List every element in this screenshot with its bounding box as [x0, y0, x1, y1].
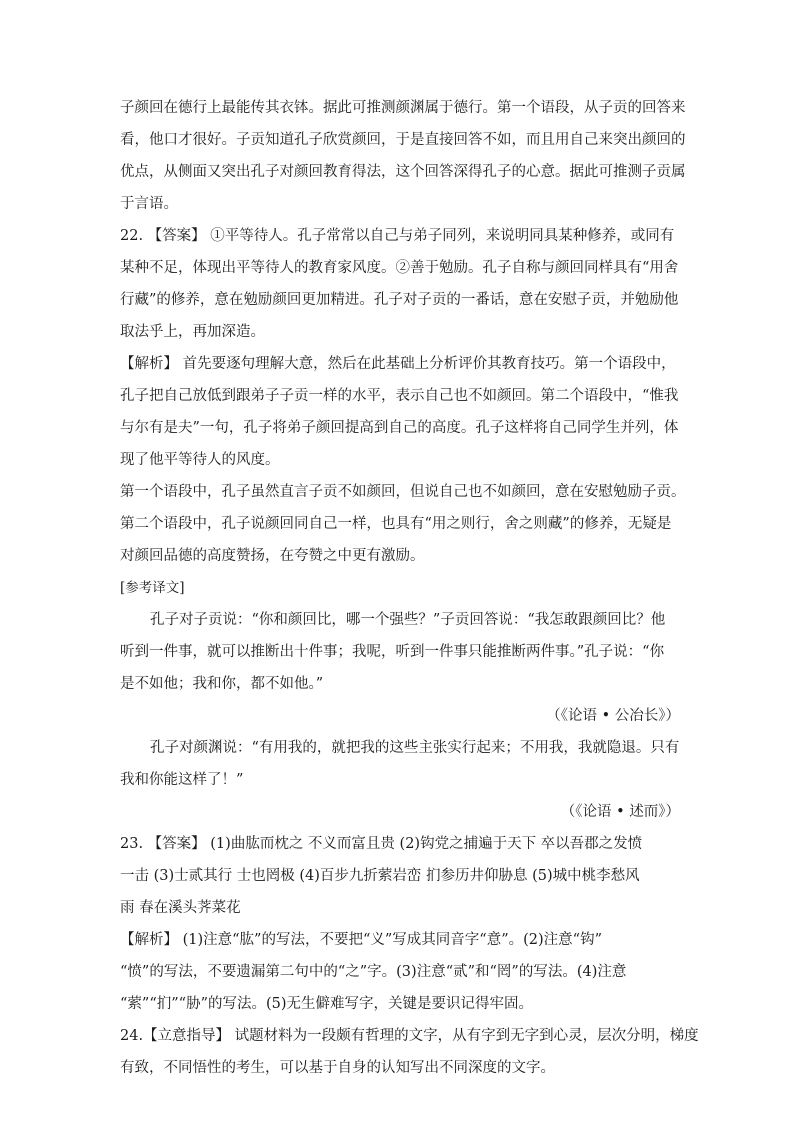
- translation-line: 孔子对颜渊说：“有用我的，就把我的这些主张实行起来；不用我，我就隐退。只有: [150, 740, 680, 756]
- reference-label: [参考译文]: [120, 580, 185, 596]
- q23-answer-line: 雨 春在溪头荠菜花: [120, 900, 241, 916]
- text-line: 优点，从侧面又突出孔子对颜回教育得法，这个回答深得孔子的心意。据此可推测子贡属: [120, 164, 686, 180]
- q23-analysis-line: 【解析】 (1)注意“肱”的写法，不要把“义”写成其同音字“意”。(2)注意“钩”: [120, 932, 602, 948]
- q22-analysis-line: 第二个语段中，孔子说颜回同自己一样，也具有“用之则行，舍之则藏”的修养，无疑是: [120, 516, 672, 532]
- q22-answer-line: 22. 【答案】 ①平等待人。孔子常常以自己与弟子同列，来说明同具某种修养，或同有: [120, 228, 675, 244]
- q22-analysis-line: 对颜回品德的高度赞扬，在夸赞之中更有激励。: [120, 548, 425, 564]
- q22-answer-line: 行藏”的修养，意在勉励颜回更加精进。孔子对子贡的一番话，意在安慰子贡，并勉励他: [120, 292, 679, 308]
- q24-line: 24.【立意指导】 试题材料为一段颇有哲理的文字，从有字到无字到心灵，层次分明，梯度: [120, 1028, 699, 1044]
- q22-answer-line: 某种不足，体现出平等待人的教育家风度。②善于勉励。孔子自称与颜回同样具有“用舍: [120, 260, 679, 276]
- q23-analysis-line: “萦”“扪”“胁”的写法。(5)无生僻难写字，关键是要识记得牢固。: [120, 996, 534, 1012]
- q23-answer-line: 一击 (3)士贰其行 士也罔极 (4)百步九折萦岩峦 扪参历井仰胁息 (5)城中桃李愁风: [120, 868, 640, 884]
- translation-line: 我和你能这样了！”: [120, 772, 244, 788]
- q22-analysis-line: 第一个语段中，孔子虽然直言子贡不如颜回，但说自己也不如颜回，意在安慰勉励子贡。: [120, 484, 686, 500]
- text-line: 子颜回在德行上最能传其衣钵。据此可推测颜渊属于德行。第一个语段，从子贡的回答来: [120, 100, 686, 116]
- source-citation: （《论语 • 公冶长》）: [546, 708, 680, 724]
- translation-line: 听到一件事，就可以推断出十件事；我呢，听到一件事只能推断两件事。”孔子说：“你: [120, 644, 665, 660]
- translation-line: 是不如他；我和你，都不如他。”: [120, 676, 324, 692]
- source-citation: （《论语 • 述而》）: [560, 804, 680, 820]
- q23-answer-line: 23. 【答案】 (1)曲肱而枕之 不义而富且贵 (2)钩党之捕遍于天下 卒以吾郡之发愤: [120, 836, 643, 852]
- q24-line: 有致，不同悟性的考生，可以基于自身的认知写出不同深度的文字。: [120, 1060, 555, 1076]
- q22-analysis-line: 现了他平等待人的风度。: [120, 452, 280, 468]
- translation-line: 孔子对子贡说：“你和颜回比，哪一个强些？”子贡回答说：“我怎敢跟颜回比？他: [150, 612, 666, 628]
- q22-answer-line: 取法乎上，再加深造。: [120, 324, 265, 340]
- q22-analysis-line: 与尔有是夫”一句，孔子将弟子颜回提高到自己的高度。孔子这样将自己同学生并列，体: [120, 420, 679, 436]
- text-line: 于言语。: [120, 196, 178, 212]
- q22-analysis-line: 孔子把自己放低到跟弟子子贡一样的水平，表示自己也不如颜回。第二个语段中，“惟我: [120, 388, 679, 404]
- q23-analysis-line: “愤”的写法，不要遗漏第二句中的“之”字。(3)注意“贰”和“罔”的写法。(4)注意: [120, 964, 627, 980]
- q22-analysis-line: 【解析】 首先要逐句理解大意，然后在此基础上分析评价其教育技巧。第一个语段中，: [120, 356, 676, 372]
- text-line: 看，他口才很好。子贡知道孔子欣赏颜回，于是直接回答不如，而且用自己来突出颜回的: [120, 132, 686, 148]
